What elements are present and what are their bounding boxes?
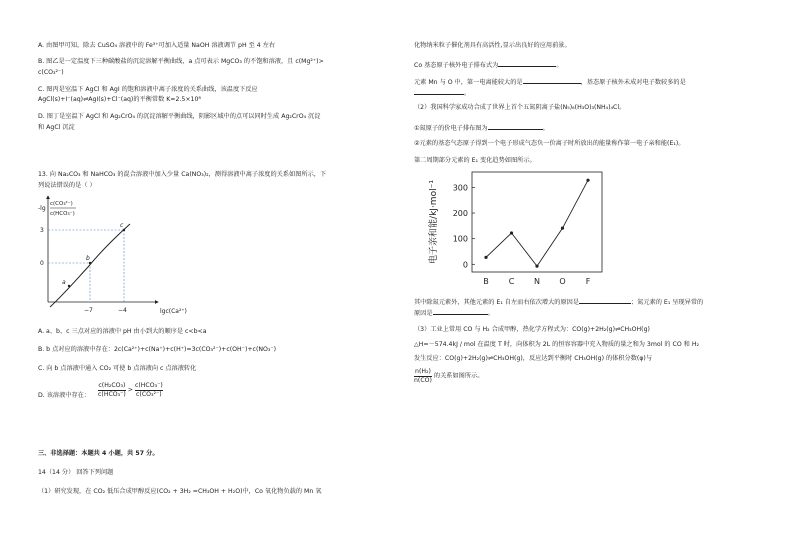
question-13-option-a: A. a、b、c 三点对应的溶液中 pH 由小到大的顺序是 c<b<a <box>38 328 207 335</box>
inequality-sign: > <box>127 386 133 394</box>
option-c-equation: AgCl(s)+I⁻(aq)⇌AgI(s)+Cl⁻(aq)的平衡常数 K=2.5×10⁸ <box>38 96 201 103</box>
answer-blank[interactable] <box>414 88 464 95</box>
y-tick-label-100: 100 <box>452 234 468 244</box>
y-tick-label-300: 300 <box>452 183 468 193</box>
answer-blank[interactable] <box>488 123 543 130</box>
e1-point-F <box>586 179 589 182</box>
option-a-text: A. 由图甲可知，除去 CuSO₄ 溶液中的 Fe³⁺可加入适量 NaOH 溶液调节 pH 至 4 左右 <box>38 42 276 49</box>
graph-ylabel-numerator: c(CO₃²⁻) <box>50 201 73 207</box>
question-13-option-c: C. 向 b 点溶液中通入 CO₂ 可使 b 点溶液向 c 点溶液转化 <box>38 365 197 372</box>
x-tick-label-O: O <box>559 277 566 286</box>
reason-prompt: 原因是 <box>414 310 433 317</box>
right-line-11: （3）工业上常用 CO 与 H₂ 合成甲醇，热化学方程式为：CO(g)+2H₂(g)⇌CH₃OH(g) <box>414 326 650 333</box>
right-line-12: △H=－574.4kJ / mol 在温度 T 时，向体积为 2L 的恒容容器中充入物质的量之和为 3mol 的 CO 和 H₂ <box>414 341 699 348</box>
point-a <box>68 285 70 287</box>
option-d-text: D. 图丁是室温下 AgCl 和 Ag₂CrO₄ 的沉淀溶解平衡曲线，阴影区域中的点可以同时生成 Ag₂CrO₄ 沉淀 <box>38 113 321 120</box>
nitrogen-anomaly-prompt: ；氮元素的 E₁ 呈现异常的 <box>631 299 704 306</box>
right-line-6: ①氮原子的价电子排布图为 。 <box>414 125 549 132</box>
point-a-label: a <box>62 279 66 286</box>
right-line-3 <box>414 77 686 87</box>
trend-reason-prompt: 其中除氮元素外，其他元素的 E₁ 自左而右依次增大的原因是 <box>414 299 580 306</box>
x-tick-label-C: C <box>508 277 515 286</box>
ionization-prompt: 元素 Mn 与 O 中，第一电离能较大的是 <box>414 79 523 86</box>
option-d-inequality <box>98 382 163 399</box>
graph-ylabel-prefix: -lg <box>38 205 46 212</box>
point-c <box>123 229 125 231</box>
right-line-13: 发生反应：CO(g)+2H₂(g)⇌CH₃OH(g)，反应达到平衡时 CH₃OH(g) 的体积分数(φ)与 <box>414 355 653 362</box>
right-line-2: Co 基态原子核外电子排布式为 。 <box>414 62 563 69</box>
chart-ylabel: 电子亲和能/kJ·mol⁻¹ <box>429 180 439 264</box>
frac2-numerator: c(HCO₃⁻) <box>134 382 163 389</box>
ratio-suffix: 的关系如图所示。 <box>433 372 484 380</box>
graph-xlabel: lgc(Ca²⁺) <box>160 308 187 315</box>
point-b-label: b <box>86 255 90 262</box>
right-line-1: 化物纳米粒子催化剂具有高活性,显示出良好的应用前景。 <box>414 42 571 49</box>
e1-point-N <box>535 265 538 268</box>
electron-affinity-chart <box>414 168 614 292</box>
e1-point-C <box>510 231 513 234</box>
x-tick-label-N: N <box>534 277 540 286</box>
answer-blank[interactable] <box>579 297 631 304</box>
answer-blank[interactable] <box>498 60 556 67</box>
e1-series-line <box>486 180 588 266</box>
co-config-prompt: Co 基态原子核外电子排布式为 <box>414 62 499 69</box>
question-14-heading: 14（14 分） 回答下列问题 <box>38 469 114 476</box>
unpaired-prompt: ，基态原子核外未成对电子数较多的是 <box>580 79 686 86</box>
right-line-4: 。 <box>414 88 470 98</box>
frac2-denominator: c(CO₃²⁻) <box>136 391 162 398</box>
ratio-numerator: n(H₂) <box>415 368 431 375</box>
ratio-denominator: n(CO) <box>414 377 432 384</box>
option-d-prefix: D. 该溶液中存在： <box>38 392 91 399</box>
valence-prompt: ①氮原子的价电子排布图为 <box>414 125 488 132</box>
option-d-text-cont: 和 AgCl 沉淀 <box>38 124 75 131</box>
point-b <box>89 262 91 264</box>
tick-x4: −4 <box>118 307 127 314</box>
question-13-option-b: B. b 点对应的溶液中存在：2c(Ca²⁺)+c(Na⁺)+c(H⁺)=3c(CO₃²⁻)+c(OH⁻)+c(NO₃⁻) <box>38 346 277 353</box>
right-line-7: ②元素的基态气态原子得到一个电子形成气态负一价离子时所放出的能量称作第一电子亲和能(E₁)。 <box>414 140 685 147</box>
option-b-text-cont: c(CO₃²⁻) <box>38 69 64 76</box>
x-tick-label-F: F <box>585 277 591 286</box>
tick-y3: 3 <box>40 227 44 234</box>
frac1-denominator: c(HCO₃⁻) <box>98 391 126 398</box>
right-line-10: 原因是 。 <box>414 310 494 317</box>
answer-blank[interactable] <box>523 77 581 84</box>
right-line-8: 第二周期部分元素的 E₁ 变化趋势如图所示。 <box>414 157 536 164</box>
frac1-numerator: c(H₂CO₃) <box>98 382 126 389</box>
chart-frame <box>472 172 602 272</box>
question-13-option-d <box>38 392 90 400</box>
y-tick-label-200: 200 <box>452 209 468 219</box>
answer-blank[interactable] <box>433 308 488 315</box>
section-3-heading: 三、非选择题：本题共 4 小题，共 57 分。 <box>38 450 159 457</box>
question-13-stem-cont: 列说法错误的是（ ） <box>38 182 96 189</box>
right-line-5: （2）我国科学家成功合成了世界上首个五氮阴离子盐(N₅)₆(H₃O)₃(NH₄)₄Cl。 <box>414 104 626 111</box>
tick-x7: −7 <box>84 307 93 314</box>
question-13-stem: 13. 向 Na₂CO₃ 和 NaHCO₃ 的混合溶液中加入少量 Ca(NO₃)₂，测得溶液中离子浓度的关系如图所示，下 <box>38 171 327 178</box>
question-13-graph <box>38 194 208 324</box>
right-line-14 <box>414 368 483 385</box>
point-c-label: c <box>120 222 124 229</box>
e1-point-O <box>561 227 564 230</box>
y-tick-label-0: 0 <box>462 260 468 270</box>
e1-point-B <box>484 256 487 259</box>
tick-y0: 0 <box>40 260 44 267</box>
question-14-part-1: （1）研究发现，在 CO₂ 低压合成甲醇反应(CO₂ + 3H₂ =CH₃OH + H₂O)中，Co 氧化物负载的 Mn 氧 <box>38 488 322 495</box>
right-line-9 <box>414 297 703 307</box>
option-b-text: B. 图乙是一定温度下三种碳酸盐的沉淀溶解平衡曲线，a 点可表示 MgCO₃ 的不饱和溶液，且 c(Mg²⁺)> <box>38 58 324 65</box>
option-c-text: C. 图丙是室温下 AgCl 和 AgI 的饱和溶液中离子浓度的关系曲线，该温度下反应 <box>38 86 258 93</box>
graph-ylabel-denominator: c(HCO₃⁻) <box>50 211 75 217</box>
x-tick-label-B: B <box>483 277 489 286</box>
